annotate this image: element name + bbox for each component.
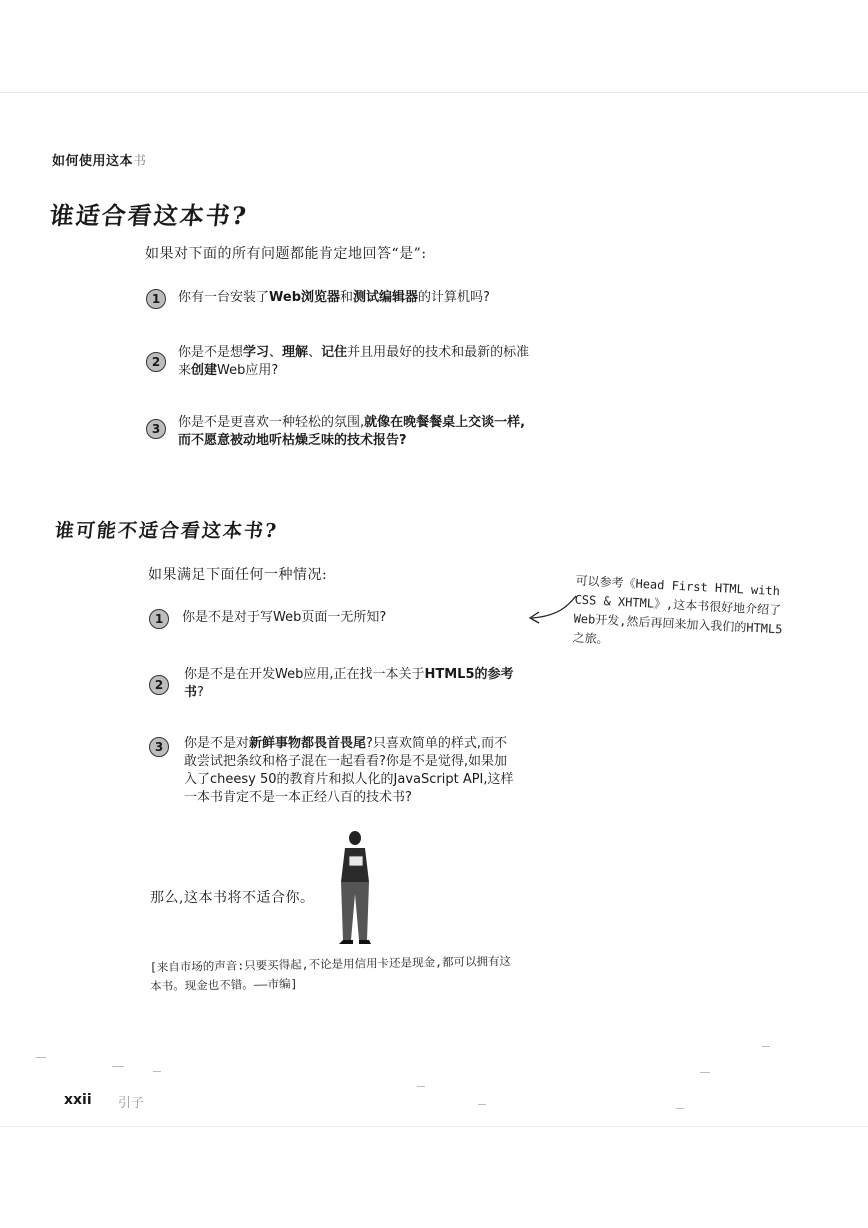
who-item-3-number: 3 bbox=[146, 419, 166, 439]
who-item-2: 你是不是想学习、理解、记住并且用最好的技术和最新的标准来创建Web应用? bbox=[178, 345, 530, 378]
who-item-2-number: 2 bbox=[146, 352, 166, 372]
section-not-title: 谁可能不适合看这本书? bbox=[53, 520, 280, 542]
section-who-intro: 如果对下面的所有问题都能肯定地回答“是”: bbox=[145, 246, 427, 262]
bottom-rule bbox=[0, 1126, 868, 1127]
not-item-3: 你是不是对新鲜事物都畏首畏尾?只喜欢简单的样式,而不敢尝试把条纹和格子混在一起看看?你是不是觉得,如果加入了cheesy 50的教育片和拟人化的JavaScript API,这样一本书肯定不是一本正经八百的技术书? bbox=[184, 736, 514, 805]
top-rule bbox=[0, 92, 868, 93]
not-item-3-number: 3 bbox=[149, 737, 169, 757]
hand-note: [来自市场的声音:只要买得起,不论是用信用卡还是现金,都可以拥有这本书。现金也不错。——市编] bbox=[149, 953, 512, 994]
not-item-2-number: 2 bbox=[149, 675, 169, 695]
scan-speck bbox=[112, 1066, 124, 1067]
conclusion: 那么,这本书将不适合你。 bbox=[150, 890, 315, 906]
who-item-3: 你是不是更喜欢一种轻松的氛围,就像在晚餐餐桌上交谈一样,而不愿意被动地听枯燥乏味的技术报告? bbox=[178, 415, 526, 448]
not-item-2: 你是不是在开发Web应用,正在找一本关于HTML5的参考书? bbox=[184, 667, 514, 700]
scan-speck bbox=[478, 1104, 486, 1105]
breadcrumb bbox=[52, 150, 147, 169]
breadcrumb-bold: 如何使用这本 bbox=[52, 154, 134, 169]
side-note: 可以参考《Head First HTML with CSS & XHTML》,这本书很好地介绍了Web开发,然后再回来加入我们的HTML5之旅。 bbox=[572, 573, 783, 647]
scan-speck bbox=[700, 1072, 710, 1073]
scan-speck bbox=[676, 1108, 684, 1109]
person-illustration-icon bbox=[325, 828, 385, 948]
scan-speck bbox=[153, 1071, 161, 1072]
scan-speck bbox=[417, 1086, 425, 1087]
who-item-1-number: 1 bbox=[146, 289, 166, 309]
note-arrow-icon bbox=[524, 592, 580, 628]
scan-speck bbox=[762, 1046, 770, 1047]
not-item-1-number: 1 bbox=[149, 609, 169, 629]
not-item-1: 你是不是对于写Web页面一无所知? bbox=[182, 610, 387, 625]
chapter-name: 引子 bbox=[118, 1096, 145, 1111]
page-number: xxii bbox=[64, 1092, 92, 1108]
section-not-intro: 如果满足下面任何一种情况: bbox=[148, 567, 328, 583]
who-item-1: 你有一台安装了Web浏览器和测试编辑器的计算机吗? bbox=[178, 290, 490, 305]
breadcrumb-light: 书 bbox=[133, 154, 147, 169]
section-who-title: 谁适合看这本书? bbox=[48, 201, 250, 230]
scan-speck bbox=[36, 1057, 46, 1058]
